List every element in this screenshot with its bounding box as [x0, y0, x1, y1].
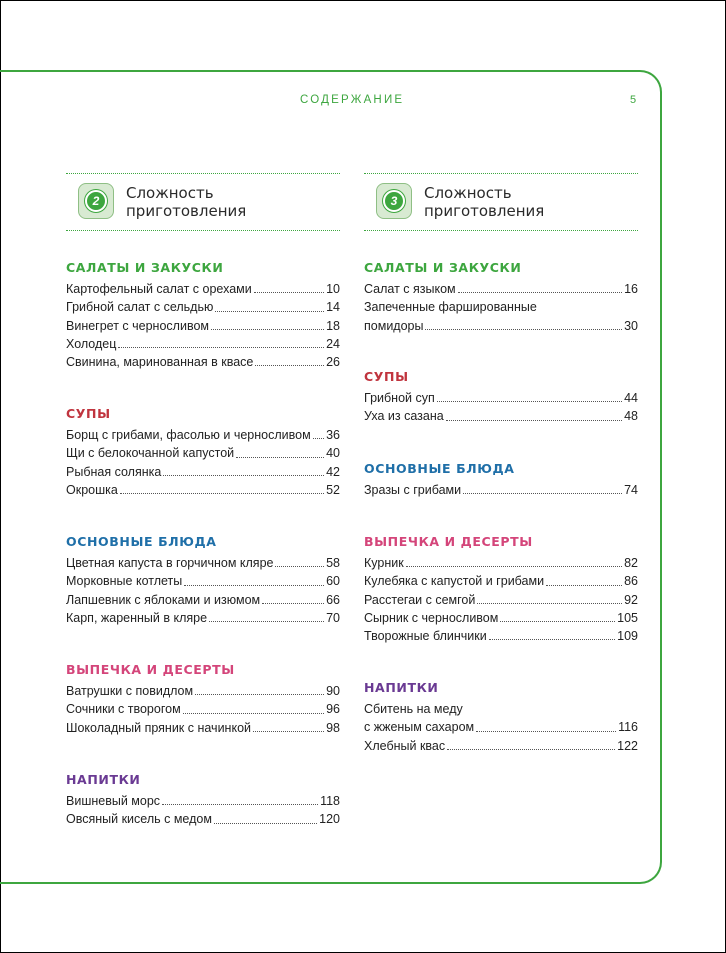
- entry-page: 74: [624, 483, 638, 497]
- dot-leader: [476, 731, 616, 732]
- section-title: ОСНОВНЫЕ БЛЮДА: [364, 461, 515, 476]
- entry-title: Цветная капуста в горчичном кляре: [66, 556, 274, 570]
- dot-leader: [500, 621, 615, 622]
- entry-title: Грибной салат с сельдью: [66, 300, 214, 315]
- entry-page: 118: [320, 794, 340, 808]
- section-salads: [66, 260, 340, 371]
- entry-title: Сочники с творогом: [66, 702, 181, 717]
- page-number: 5: [630, 94, 637, 106]
- entry-page: 82: [624, 556, 638, 570]
- entry-title: с жженым сахаром: [364, 720, 475, 735]
- section-mains: [66, 534, 340, 627]
- toc-entry[interactable]: [66, 298, 340, 316]
- section-salads: [364, 260, 638, 335]
- entry-title: Шоколадный пряник с начинкой: [66, 720, 251, 735]
- toc-entry[interactable]: [364, 609, 638, 627]
- entry-title: Рыбная солянка: [66, 464, 162, 479]
- toc-entry[interactable]: [66, 682, 340, 700]
- entry-page: 14: [326, 300, 340, 315]
- page-title: СОДЕРЖАНИЕ: [300, 94, 405, 106]
- toc-entry[interactable]: [364, 700, 638, 737]
- section-drinks: [364, 680, 638, 755]
- dot-leader: [437, 401, 622, 402]
- section-title: ВЫПЕЧКА И ДЕСЕРТЫ: [364, 534, 533, 549]
- entry-title: Овсяный кисель с медом: [66, 812, 212, 827]
- entry-page: 36: [326, 428, 340, 442]
- entry-title: Творожные блинчики: [364, 629, 487, 644]
- dot-leader: [162, 804, 318, 805]
- entry-title: Салат с языком: [364, 282, 456, 296]
- dot-leader: [425, 329, 622, 330]
- entry-title: Картофельный салат с орехами: [66, 282, 252, 296]
- toc-entry[interactable]: [66, 353, 340, 371]
- section-title: НАПИТКИ: [66, 772, 141, 787]
- dot-leader: [215, 311, 324, 312]
- section-title: ОСНОВНЫЕ БЛЮДА: [66, 534, 217, 549]
- section-title: САЛАТЫ И ЗАКУСКИ: [364, 260, 522, 275]
- toc-entry[interactable]: [364, 389, 638, 407]
- section-soups: [364, 369, 638, 426]
- dot-leader: [458, 292, 622, 293]
- difficulty-title: [424, 184, 544, 220]
- entry-title: Винегрет с черносливом: [66, 318, 209, 333]
- toc-entry[interactable]: [66, 335, 340, 353]
- entry-title: Зразы с грибами: [364, 483, 462, 497]
- section-desserts: [66, 662, 340, 737]
- entry-page: 58: [326, 556, 340, 570]
- entry-page: 92: [624, 592, 638, 607]
- entry-page: 66: [326, 592, 340, 607]
- entry-page: 96: [326, 702, 340, 717]
- dot-leader: [163, 475, 324, 476]
- entry-page: 70: [326, 610, 340, 625]
- dot-leader: [406, 566, 622, 567]
- entry-page: 122: [617, 738, 638, 753]
- entry-title: Борщ с грибами, фасолью и черносливом: [66, 428, 311, 442]
- toc-entry[interactable]: [66, 463, 340, 481]
- dot-leader: [463, 493, 622, 494]
- entry-page: 30: [624, 318, 638, 333]
- entry-page: 10: [326, 282, 340, 296]
- dot-leader: [477, 603, 622, 604]
- toc-entry[interactable]: [66, 719, 340, 737]
- toc-entry[interactable]: [66, 481, 340, 499]
- dot-leader: [118, 347, 324, 348]
- dot-leader: [447, 749, 615, 750]
- toc-entry[interactable]: [364, 280, 638, 298]
- section-title: ВЫПЕЧКА И ДЕСЕРТЫ: [66, 662, 235, 677]
- entry-page: 16: [624, 282, 638, 296]
- entry-title: Хлебный квас: [364, 738, 446, 753]
- dot-leader: [546, 585, 622, 586]
- toc-entry[interactable]: [364, 627, 638, 645]
- toc-entry[interactable]: [364, 298, 638, 335]
- difficulty-number-icon: 2: [85, 190, 107, 212]
- entry-page: 26: [326, 355, 340, 370]
- column-difficulty-3: [364, 173, 638, 753]
- entry-title: Свинина, маринованная в квасе: [66, 355, 254, 370]
- toc-entry[interactable]: [66, 700, 340, 718]
- toc-entry[interactable]: [364, 737, 638, 755]
- entry-page: 116: [618, 720, 638, 735]
- toc-entry[interactable]: [66, 591, 340, 609]
- entry-page: 24: [326, 336, 340, 351]
- section-title: СУПЫ: [66, 406, 111, 421]
- section-title: СУПЫ: [364, 369, 409, 384]
- difficulty-header: [66, 173, 340, 231]
- difficulty-badge: [376, 183, 412, 219]
- entry-title: Холодец: [66, 336, 117, 351]
- entry-title: Вишневый морс: [66, 794, 161, 808]
- entry-page: 98: [326, 720, 340, 735]
- entry-page: 109: [617, 629, 638, 644]
- dot-leader: [255, 365, 324, 366]
- toc-entry[interactable]: [364, 481, 638, 499]
- toc-entry[interactable]: [66, 426, 340, 444]
- entry-title: Уха из сазана: [364, 409, 444, 424]
- dot-leader: [120, 493, 324, 494]
- dot-leader: [195, 694, 324, 695]
- toc-entry[interactable]: [66, 444, 340, 462]
- difficulty-title-line2: приготовления: [424, 202, 545, 220]
- entry-title: Карп, жаренный в кляре: [66, 610, 208, 625]
- toc-entry[interactable]: [66, 609, 340, 627]
- dot-leader: [253, 731, 324, 732]
- entry-page: 40: [326, 446, 340, 461]
- entry-page: 86: [624, 574, 638, 589]
- difficulty-title: [126, 184, 246, 220]
- entry-title: Сырник с черносливом: [364, 610, 499, 625]
- entry-title: Расстегаи с семгой: [364, 592, 476, 607]
- entry-page: 105: [617, 610, 638, 625]
- entry-page: 60: [326, 574, 340, 589]
- entry-page: 44: [624, 391, 638, 405]
- toc-entry[interactable]: [364, 572, 638, 590]
- dot-leader: [446, 420, 622, 421]
- difficulty-title-line1: Сложность: [424, 184, 512, 202]
- dot-leader: [209, 621, 324, 622]
- toc-entry[interactable]: [66, 810, 340, 828]
- entry-page: 120: [319, 812, 340, 827]
- toc-entry[interactable]: [66, 572, 340, 590]
- difficulty-title-line1: Сложность: [126, 184, 214, 202]
- dot-leader: [275, 566, 324, 567]
- difficulty-number-icon: 3: [383, 190, 405, 212]
- entry-title: Морковные котлеты: [66, 574, 183, 589]
- toc-entry[interactable]: [66, 554, 340, 572]
- section-title: НАПИТКИ: [364, 680, 439, 695]
- difficulty-badge: [78, 183, 114, 219]
- entry-title-line1: Сбитень на меду: [364, 702, 463, 716]
- entry-page: 48: [624, 409, 638, 424]
- dot-leader: [211, 329, 324, 330]
- dot-leader: [183, 713, 324, 714]
- entry-page: 42: [326, 464, 340, 479]
- toc-entry[interactable]: [364, 554, 638, 572]
- dot-leader: [254, 292, 324, 293]
- entry-title: Окрошка: [66, 482, 118, 497]
- entry-title-line1: Запеченные фаршированные: [364, 300, 537, 315]
- difficulty-header: [364, 173, 638, 231]
- section-mains: [364, 461, 638, 499]
- column-difficulty-2: [66, 173, 340, 827]
- dot-leader: [236, 457, 324, 458]
- entry-title: Кулебяка с капустой и грибами: [364, 574, 545, 589]
- entry-title: Лапшевник с яблоками и изюмом: [66, 592, 261, 607]
- dot-leader: [214, 823, 317, 824]
- dot-leader: [262, 603, 324, 604]
- section-soups: [66, 406, 340, 499]
- section-title: САЛАТЫ И ЗАКУСКИ: [66, 260, 224, 275]
- entry-page: 90: [326, 684, 340, 698]
- dot-leader: [184, 585, 324, 586]
- toc-entry[interactable]: [66, 317, 340, 335]
- entry-title: Щи с белокочанной капустой: [66, 446, 235, 461]
- section-drinks: [66, 772, 340, 829]
- toc-entry[interactable]: [66, 792, 340, 810]
- difficulty-title-line2: приготовления: [126, 202, 247, 220]
- toc-entry[interactable]: [364, 591, 638, 609]
- entry-title: помидоры: [364, 318, 424, 333]
- entry-title: Курник: [364, 556, 404, 570]
- entry-title: Грибной суп: [364, 391, 435, 405]
- section-desserts: [364, 534, 638, 645]
- entry-page: 52: [326, 482, 340, 497]
- dot-leader: [489, 639, 615, 640]
- entry-title: Ватрушки с повидлом: [66, 684, 194, 698]
- toc-entry[interactable]: [66, 280, 340, 298]
- toc-entry[interactable]: [364, 407, 638, 425]
- dot-leader: [313, 438, 324, 439]
- entry-page: 18: [326, 318, 340, 333]
